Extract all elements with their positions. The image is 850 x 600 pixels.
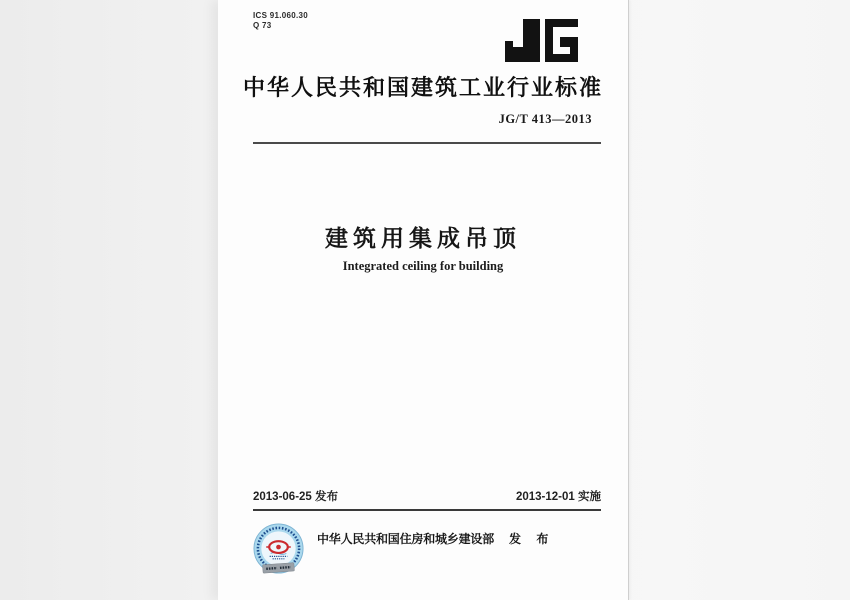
implementation-date: 2013-12-01 实施 (515, 491, 601, 503)
jg-logo-icon (505, 19, 578, 62)
publisher-row (317, 530, 554, 547)
document-title-chinese: 建筑用集成吊顶 (325, 225, 521, 251)
document-title-english: Integrated ceiling for building (342, 259, 504, 273)
ics-code: ICS 91.060.30 (253, 11, 309, 20)
issue-date: 2013-06-25 发布 (253, 491, 339, 503)
date-row (253, 488, 601, 504)
standard-cover-page (218, 0, 629, 600)
ministry-association-seal-icon (252, 523, 305, 576)
standard-number: JG/T 413—2013 (498, 112, 592, 126)
standard-name-heading: 中华人民共和国建筑工业行业标准 (242, 75, 603, 100)
publisher-name: 中华人民共和国住房和城乡建设部 (317, 532, 495, 546)
footer-divider-line (253, 509, 601, 511)
ics-classification (253, 11, 308, 31)
jg-logo (505, 19, 578, 62)
publish-label: 发 布 (509, 532, 555, 546)
header-divider-line (253, 142, 601, 144)
ics-category-code: Q 73 (253, 21, 272, 30)
